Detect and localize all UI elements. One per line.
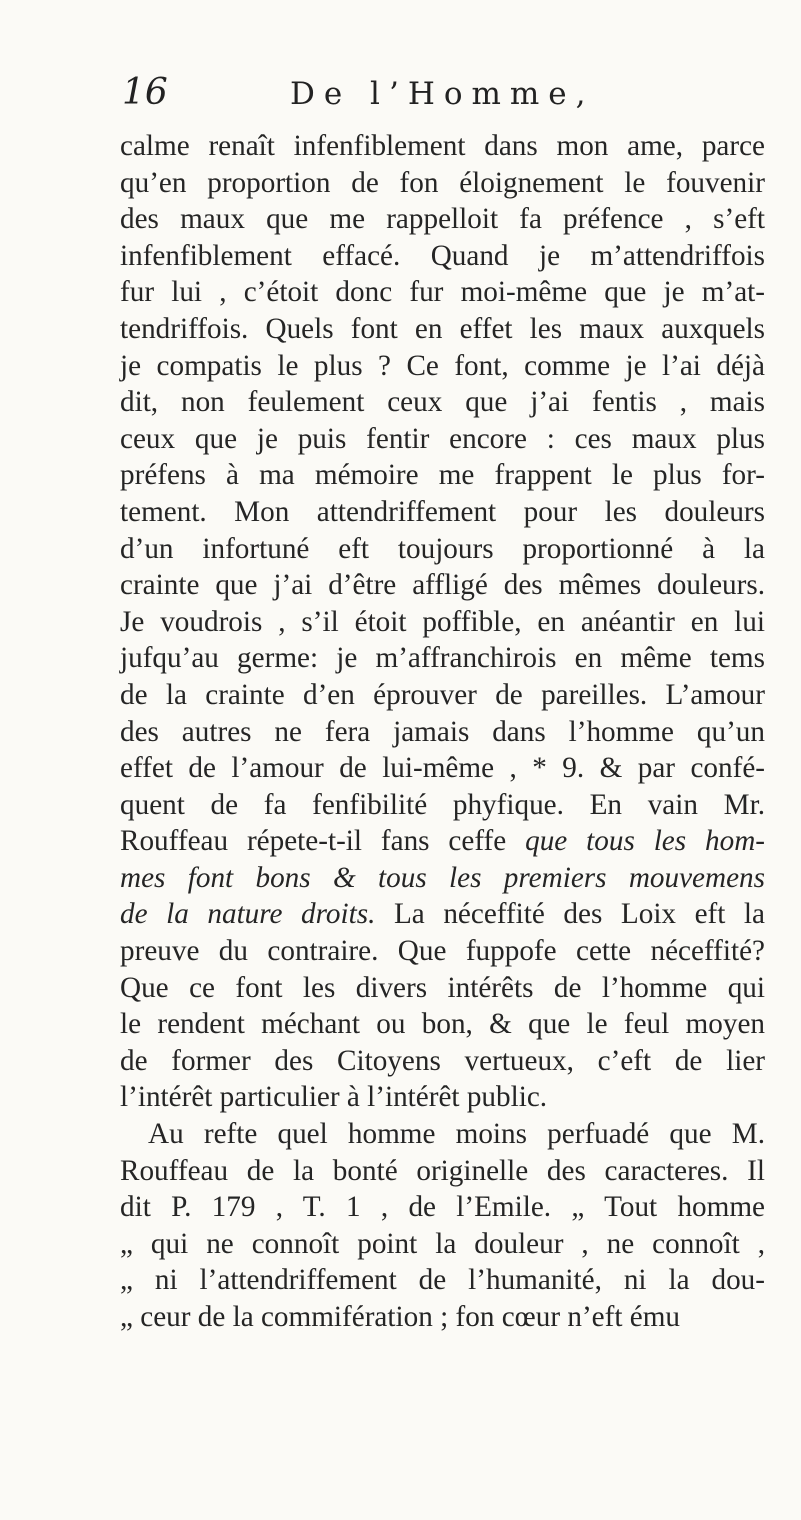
- text-line: [120, 348, 765, 385]
- text-line: [120, 787, 765, 824]
- text-line: [120, 896, 765, 933]
- text-line: [120, 1079, 765, 1116]
- text-line: [120, 933, 765, 970]
- text-line: [120, 1262, 765, 1299]
- body-text: [120, 128, 765, 1336]
- line-text: crainte que j’ai d’être affligé des mêmes douleurs.: [120, 569, 765, 602]
- line-text: quent de fa fenfibilité phyfique. En vain Mr.: [120, 788, 765, 821]
- text-line: [120, 494, 765, 531]
- text-line: [120, 1189, 765, 1226]
- line-text: des autres ne fera jamais dans l’homme qu’un: [120, 715, 765, 748]
- text-line: [120, 1043, 765, 1080]
- line-text: ceux que je puis fentir encore : ces maux plus: [120, 422, 765, 455]
- text-line: [120, 165, 765, 202]
- line-text: La néceffité des Loix eft la: [375, 898, 765, 931]
- italic-text: de la nature droits.: [120, 898, 376, 931]
- text-line: [120, 823, 765, 860]
- line-text: d’un infortuné eft toujours proportionné à la: [120, 532, 765, 565]
- text-line: [120, 311, 765, 348]
- text-line: [120, 750, 765, 787]
- text-line: [120, 1153, 765, 1190]
- line-text: Rouffeau de la bonté originelle des caracteres. Il: [120, 1154, 765, 1187]
- text-line: [120, 714, 765, 751]
- text-line: [120, 604, 765, 641]
- text-line: [120, 1226, 765, 1263]
- text-line: [120, 274, 765, 311]
- line-text: calme renaît infenfiblement dans mon ame, parce: [120, 130, 765, 162]
- line-text: Que ce font les divers intérêts de l’homme qui: [120, 971, 765, 1004]
- italic-text: que tous les hom-: [525, 825, 765, 858]
- line-text: Au refte quel homme moins perfuadé que M.: [148, 1118, 765, 1151]
- line-text: dit, non feulement ceux que j’ai fentis , mais: [120, 386, 765, 419]
- italic-text: mes font bons & tous les premiers mouvemens: [120, 861, 765, 894]
- text-line: [120, 201, 765, 238]
- text-line: [120, 677, 765, 714]
- text-line: [120, 567, 765, 604]
- line-text: effet de l’amour de lui-même , * 9. & par confé-: [120, 752, 765, 785]
- line-text: l’intérêt particulier à l’intérêt public.: [120, 1081, 548, 1114]
- line-text: tendriffois. Quels font en effet les maux auxquels: [120, 312, 765, 345]
- page-header: [122, 72, 682, 122]
- line-text: „ ceur de la commifération ; fon cœur n’eft ému: [120, 1301, 680, 1333]
- text-line: [120, 421, 765, 458]
- line-text: „ ni l’attendriffement de l’humanité, ni la dou-: [120, 1264, 765, 1297]
- line-text: preuve du contraire. Que fuppofe cette néceffité?: [120, 935, 765, 968]
- text-line: [120, 531, 765, 568]
- text-line: [120, 1006, 765, 1043]
- line-text: jufqu’au germe: je m’affranchirois en même tems: [120, 642, 765, 675]
- line-text: Rouffeau répete-t-il fans ceffe: [120, 825, 526, 858]
- line-text: fur lui , c’étoit donc fur moi-même que je m’at-: [120, 276, 765, 309]
- line-text: de la crainte d’en éprouver de pareilles. L’amour: [120, 678, 765, 711]
- text-line: [120, 1116, 765, 1153]
- line-text: dit P. 179 , T. 1 , de l’Emile. „ Tout homme: [120, 1191, 765, 1224]
- line-text: je compatis le plus ? Ce font, comme je l’ai déjà: [120, 349, 765, 382]
- text-line: [120, 640, 765, 677]
- text-line: [120, 457, 765, 494]
- line-text: de former des Citoyens vertueux, c’eft de lier: [120, 1044, 765, 1077]
- line-text: qu’en proportion de fon éloignement le fouvenir: [120, 166, 765, 199]
- line-text: le rendent méchant ou bon, & que le feul moyen: [120, 1008, 765, 1041]
- line-text: Je voudrois , s’il étoit poffible, en anéantir en lui: [120, 605, 765, 638]
- text-line: [120, 128, 765, 165]
- line-text: tement. Mon attendriffement pour les douleurs: [120, 495, 765, 528]
- text-line: [120, 238, 765, 275]
- running-title: De l’Homme,: [290, 76, 595, 112]
- line-text: préfens à ma mémoire me frappent le plus for-: [120, 459, 765, 492]
- line-text: des maux que me rappelloit fa préfence , s’eft: [120, 203, 765, 236]
- text-line: [120, 970, 765, 1007]
- page-number: 16: [122, 72, 168, 113]
- line-text: „ qui ne connoît point la douleur , ne connoît ,: [120, 1227, 765, 1260]
- text-line: [120, 384, 765, 421]
- line-text: infenfiblement effacé. Quand je m’attendriffois: [120, 239, 765, 272]
- text-line: [120, 860, 765, 897]
- text-line: [120, 1299, 765, 1336]
